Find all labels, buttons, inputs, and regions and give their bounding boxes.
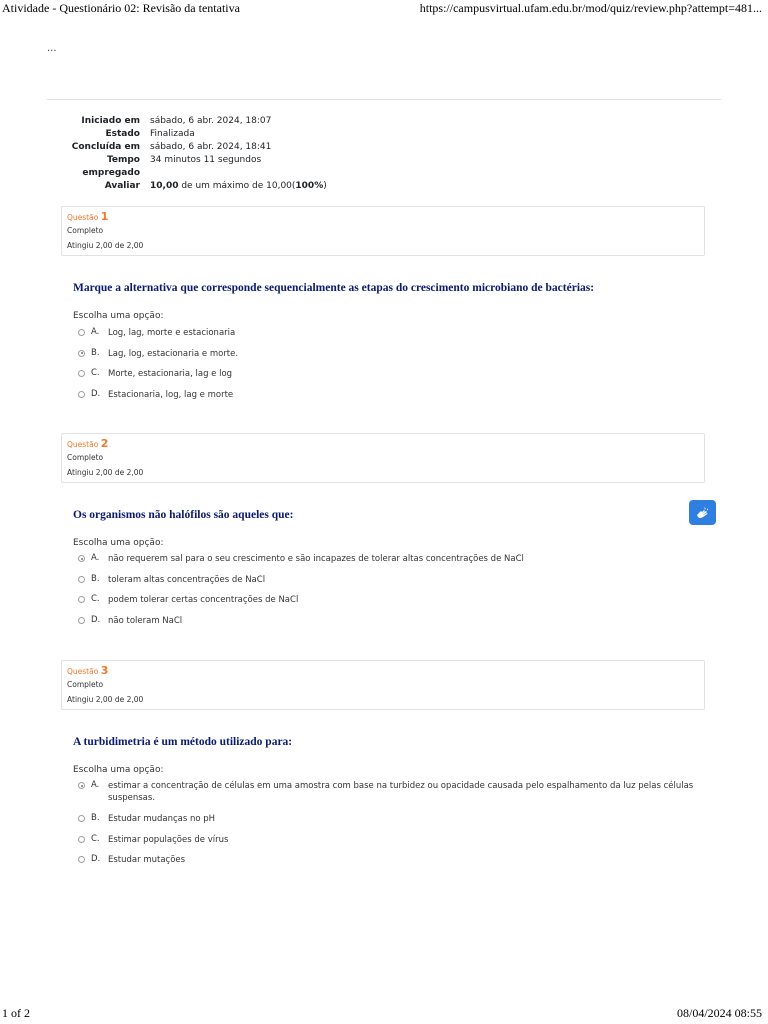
answer-option[interactable] [78, 389, 708, 410]
grade-mid: de um máximo de 10,00( [178, 181, 296, 191]
answer-letter: C. [91, 368, 100, 378]
print-datetime: 08/04/2024 08:55 [676, 1006, 762, 1020]
summary-label-line: Tempo [106, 155, 140, 165]
answer-option[interactable] [78, 594, 708, 615]
answer-radio[interactable] [78, 617, 85, 624]
summary-row-grade [60, 180, 460, 193]
answer-letter: B. [91, 573, 100, 584]
question-prompt-3: Escolha uma opção: [73, 765, 164, 775]
answer-option[interactable] [78, 854, 708, 875]
answer-letter: C. [91, 833, 100, 844]
question-text-3: A turbidimetria é um método utilizado para: [73, 736, 293, 748]
answer-radio[interactable] [78, 555, 85, 562]
answer-text: Morte, estacionaria, lag e log [108, 369, 233, 379]
answer-text: estimar a concentração de células em uma amostra com base na turbidez ou opacidade causada pelo espalhamento da luz pelas células suspensas. [108, 781, 694, 803]
summary-row-completed [60, 141, 460, 154]
answer-text: Estudar mudanças no pH [108, 814, 216, 824]
answer-text: não toleram NaCl [108, 615, 183, 626]
summary-value: sábado, 6 abr. 2024, 18:07 [150, 116, 272, 126]
answer-radio[interactable] [78, 815, 85, 822]
question-info-1 [61, 206, 705, 256]
print-header [0, 0, 768, 16]
question-grade: Atingiu 2,00 de 2,00 [67, 468, 144, 477]
answer-radio[interactable] [78, 856, 85, 863]
answer-text: toleram altas concentrações de NaCl [108, 574, 266, 585]
answer-option[interactable] [78, 813, 708, 834]
summary-value: Finalizada [150, 129, 195, 139]
question-prompt-1: Escolha uma opção: [73, 311, 164, 321]
answer-radio[interactable] [78, 576, 85, 583]
summary-value: sábado, 6 abr. 2024, 18:41 [150, 142, 272, 152]
answer-radio[interactable] [78, 836, 85, 843]
grade-percent: 100% [295, 181, 324, 191]
question-number-value: 2 [100, 437, 109, 450]
answer-option[interactable] [78, 615, 708, 636]
header-divider [47, 99, 721, 100]
sign-language-button[interactable] [689, 500, 716, 525]
question-number [67, 211, 699, 223]
answer-letter: B. [91, 813, 100, 823]
print-title: Atividade - Questionário 02: Revisão da tentativa [2, 1, 240, 15]
question-number [67, 665, 699, 677]
answer-text: não requerem sal para o seu crescimento e são incapazes de tolerar altas concentrações de NaCl [108, 554, 524, 564]
answer-letter: A. [91, 327, 100, 337]
print-url: https://campusvirtual.ufam.edu.br/mod/quiz/review.php?attempt=481... [419, 1, 762, 15]
answer-radio[interactable] [78, 782, 85, 789]
answer-letter: C. [91, 594, 100, 604]
question-state: Completo [67, 680, 104, 689]
summary-label-line: empregado [82, 168, 140, 178]
sign-language-icon [695, 506, 711, 520]
answer-radio[interactable] [78, 350, 85, 357]
answer-text: Estimar populações de vírus [108, 834, 229, 845]
summary-label: Concluída em [71, 142, 140, 152]
summary-value [150, 180, 460, 193]
answer-letter: A. [91, 780, 100, 790]
summary-label [60, 154, 150, 180]
question-text-1: Marque a alternativa que corresponde sequencialmente as etapas do crescimento microbiano de bactérias: [73, 282, 595, 294]
question-info-3 [61, 660, 705, 710]
answer-letter: A. [91, 553, 100, 563]
question-prompt-2: Escolha uma opção: [73, 538, 164, 548]
attempt-summary [60, 115, 460, 193]
answer-radio[interactable] [78, 370, 85, 377]
answer-text: Estudar mutações [108, 855, 186, 865]
answer-letter: D. [91, 614, 101, 625]
answer-radio[interactable] [78, 329, 85, 336]
question-label: Questão [67, 213, 99, 222]
summary-value: 34 minutos 11 segundos [150, 155, 262, 165]
answer-radio[interactable] [78, 391, 85, 398]
answer-text: Log, lag, morte e estacionaria [108, 328, 236, 338]
question-state: Completo [67, 453, 104, 462]
summary-label: Iniciado em [81, 116, 140, 126]
answer-radio[interactable] [78, 596, 85, 603]
question-state: Completo [67, 226, 104, 235]
question-grade: Atingiu 2,00 de 2,00 [67, 241, 144, 250]
answer-list-2 [78, 553, 708, 635]
question-text-2: Os organismos não halófilos são aqueles que: [73, 509, 294, 521]
print-footer [0, 1006, 768, 1024]
grade-score: 10,00 [150, 181, 179, 191]
question-label: Questão [67, 440, 99, 449]
summary-row-time [60, 154, 460, 180]
summary-row-state [60, 128, 460, 141]
breadcrumb-ellipsis[interactable]: ... [47, 43, 57, 54]
answer-letter: D. [91, 854, 101, 864]
answer-text: podem tolerar certas concentrações de NaCl [108, 595, 299, 605]
answer-option[interactable] [78, 553, 708, 574]
answer-option[interactable] [78, 834, 708, 855]
question-grade: Atingiu 2,00 de 2,00 [67, 695, 144, 704]
answer-option[interactable] [78, 327, 708, 348]
summary-label: Avaliar [104, 181, 140, 191]
answer-option[interactable] [78, 348, 708, 369]
answer-letter: D. [91, 388, 101, 399]
answer-list-3 [78, 780, 708, 875]
question-number-value: 1 [100, 210, 109, 223]
summary-label: Estado [105, 129, 140, 139]
question-info-2 [61, 433, 705, 483]
answer-text: Lag, log, estacionaria e morte. [108, 348, 239, 359]
answer-option[interactable] [78, 574, 708, 595]
answer-list-1 [78, 327, 708, 409]
summary-row-started [60, 115, 460, 128]
print-page-number: 1 of 2 [2, 1006, 30, 1020]
answer-text: Estacionaria, log, lag e morte [108, 389, 234, 400]
answer-letter: B. [91, 347, 100, 358]
question-number [67, 438, 699, 450]
question-number-value: 3 [100, 664, 109, 677]
grade-end: ) [323, 181, 327, 191]
answer-option[interactable] [78, 368, 708, 389]
question-label: Questão [67, 667, 99, 676]
answer-option[interactable] [78, 780, 708, 813]
